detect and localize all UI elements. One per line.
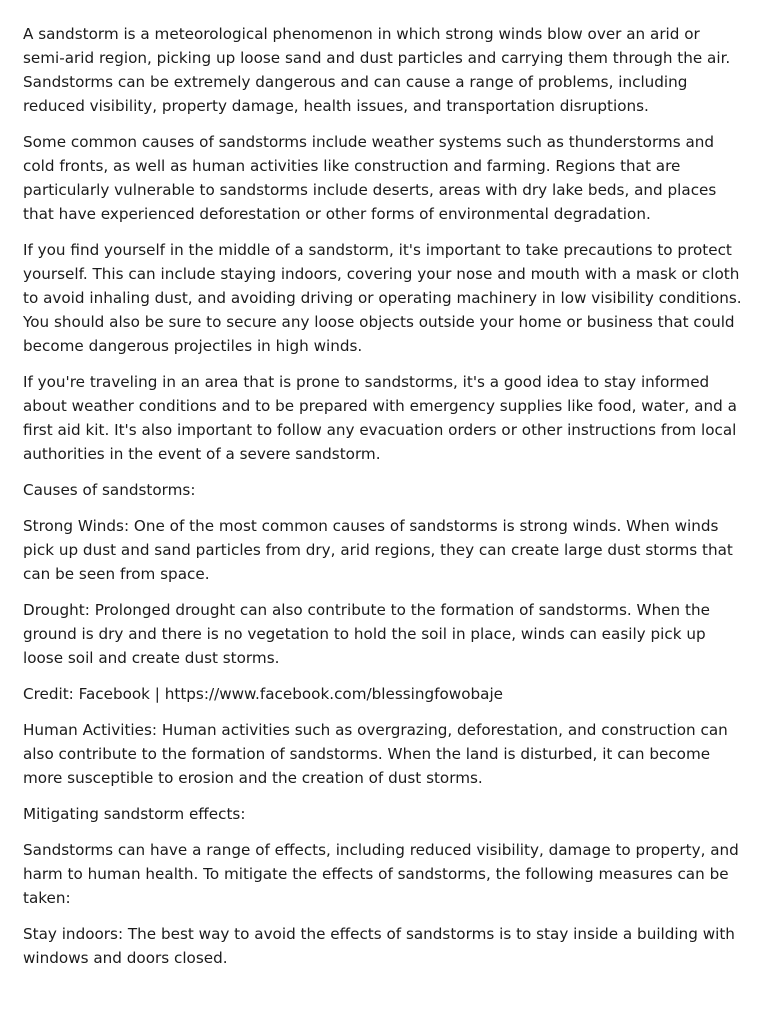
paragraph-strong-winds: Strong Winds: One of the most common causes of sandstorms is strong winds. When winds pick up dust and sand particles from dry, arid regions, they can create large dust storms that can be seen from space. <box>23 517 733 583</box>
credit-line: Credit: Facebook | https://www.facebook.com/blessingfowobaje <box>23 685 504 703</box>
paragraph-precautions: If you find yourself in the middle of a sandstorm, it's important to take precautions to protect yourself. This can include staying indoors, covering your nose and mouth with a mask or cloth to avoid inhaling dust, and avoiding driving or operating machinery in low visibility conditions. You should also be sure to secure any loose objects outside your home or business that could become dangerous projectiles in high winds. <box>23 241 742 355</box>
paragraph-drought: Drought: Prolonged drought can also contribute to the formation of sandstorms. When the ground is dry and there is no vegetation to hold the soil in place, winds can easily pick up loose soil and create dust storms. <box>23 601 710 667</box>
paragraph-causes-overview: Some common causes of sandstorms include weather systems such as thunderstorms and cold fronts, as well as human activities like construction and farming. Regions that are particularly vulnerable to sandstorms include deserts, areas with dry lake beds, and places that have experienced deforestation or other forms of environmental degradation. <box>23 133 717 223</box>
section-heading-mitigation: Mitigating sandstorm effects: <box>23 805 246 823</box>
paragraph-mitigation-intro: Sandstorms can have a range of effects, including reduced visibility, damage to property, and harm to human health. To mitigate the effects of sandstorms, the following measures can be taken: <box>23 841 739 907</box>
document-body <box>23 22 745 982</box>
paragraph-travel-advice: If you're traveling in an area that is prone to sandstorms, it's a good idea to stay informed about weather conditions and to be prepared with emergency supplies like food, water, and a first aid kit. It's also important to follow any evacuation orders or other instructions from local authorities in the event of a severe sandstorm. <box>23 373 737 463</box>
paragraph-human-activities: Human Activities: Human activities such as overgrazing, deforestation, and construction can also contribute to the formation of sandstorms. When the land is disturbed, it can become more susceptible to erosion and the creation of dust storms. <box>23 721 728 787</box>
paragraph-stay-indoors: Stay indoors: The best way to avoid the effects of sandstorms is to stay inside a building with windows and doors closed. <box>23 925 735 967</box>
section-heading-causes: Causes of sandstorms: <box>23 481 196 499</box>
paragraph-intro: A sandstorm is a meteorological phenomenon in which strong winds blow over an arid or semi-arid region, picking up loose sand and dust particles and carrying them through the air. Sandstorms can be extremely dangerous and can cause a range of problems, including reduced visibility, property damage, health issues, and transportation disruptions. <box>23 25 731 115</box>
